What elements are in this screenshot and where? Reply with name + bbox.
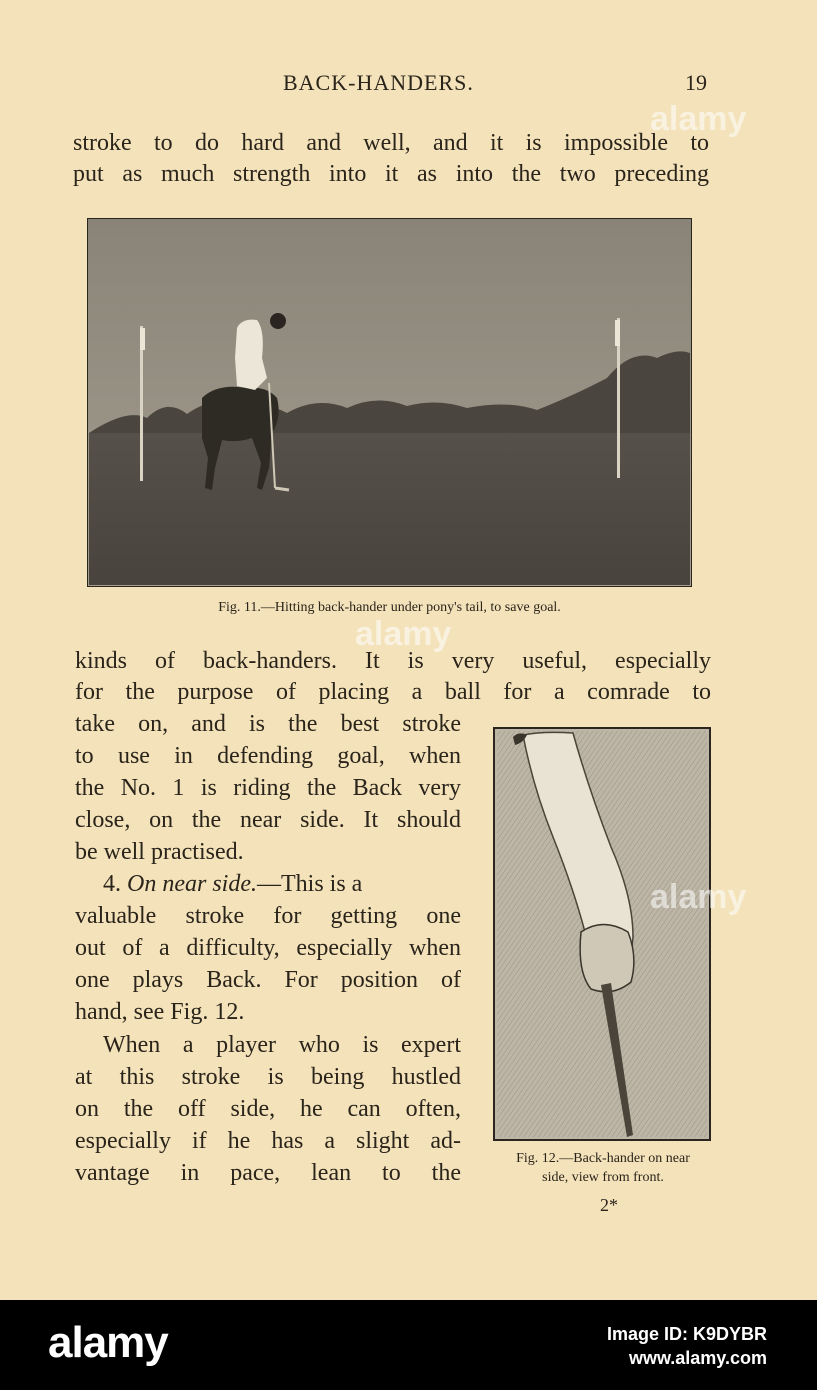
section-4-heading-line bbox=[103, 869, 362, 899]
alamy-logo: alamy bbox=[48, 1318, 168, 1367]
section-heading: On near side. bbox=[127, 871, 257, 897]
text-line: stroke to do hard and well, and it is impossible to bbox=[73, 130, 709, 156]
text-line: valuable stroke for getting one bbox=[75, 903, 461, 929]
page-number: 19 bbox=[685, 70, 707, 95]
site-url: www.alamy.com bbox=[628, 1348, 767, 1368]
figure-11-photo bbox=[87, 218, 692, 587]
page-header bbox=[0, 70, 817, 100]
text-line: take on, and is the best stroke bbox=[75, 711, 461, 737]
text-line: vantage in pace, lean to the bbox=[75, 1160, 461, 1186]
text-line: for the purpose of placing a ball for a comrade to bbox=[75, 679, 711, 705]
text-line: to use in defending goal, when bbox=[75, 743, 461, 769]
signature-mark: 2* bbox=[600, 1195, 618, 1215]
stock-footer-bar bbox=[0, 1300, 817, 1390]
text-line: on the off side, he can often, bbox=[75, 1096, 461, 1122]
text-line: out of a difficulty, especially when bbox=[75, 935, 461, 961]
figure-12-caption-line-1: Fig. 12.—Back-hander on near bbox=[516, 1151, 690, 1166]
figure-12-engraving bbox=[493, 727, 711, 1141]
text-line: put as much strength into it as into the two preceding bbox=[73, 161, 709, 187]
running-title: BACK-HANDERS. bbox=[283, 70, 474, 95]
image-id: Image ID: K9DYBR bbox=[606, 1324, 767, 1344]
text-line: hand, see Fig. 12. bbox=[75, 999, 245, 1025]
text-line: especially if he has a slight ad- bbox=[75, 1128, 461, 1154]
text-line: kinds of back-handers. It is very useful, especially bbox=[75, 648, 711, 674]
text-line: at this stroke is being hustled bbox=[75, 1064, 461, 1090]
figure-11-caption: Fig. 11.—Hitting back-hander under pony's tail, to save goal. bbox=[218, 600, 561, 615]
text-line: one plays Back. For position of bbox=[75, 967, 461, 993]
section-number: 4. bbox=[103, 871, 121, 897]
watermark: alamy bbox=[650, 878, 747, 916]
text-line: be well practised. bbox=[75, 839, 244, 865]
figure-12-caption-line-2: side, view from front. bbox=[542, 1170, 664, 1185]
watermark: alamy bbox=[355, 615, 452, 653]
text-line: When a player who is expert bbox=[103, 1032, 461, 1058]
footer-info bbox=[607, 1322, 767, 1370]
section-heading-rest: —This is a bbox=[256, 871, 363, 897]
watermark: alamy bbox=[650, 100, 747, 138]
text-line: close, on the near side. It should bbox=[75, 807, 461, 833]
text-line: the No. 1 is riding the Back very bbox=[75, 775, 461, 801]
